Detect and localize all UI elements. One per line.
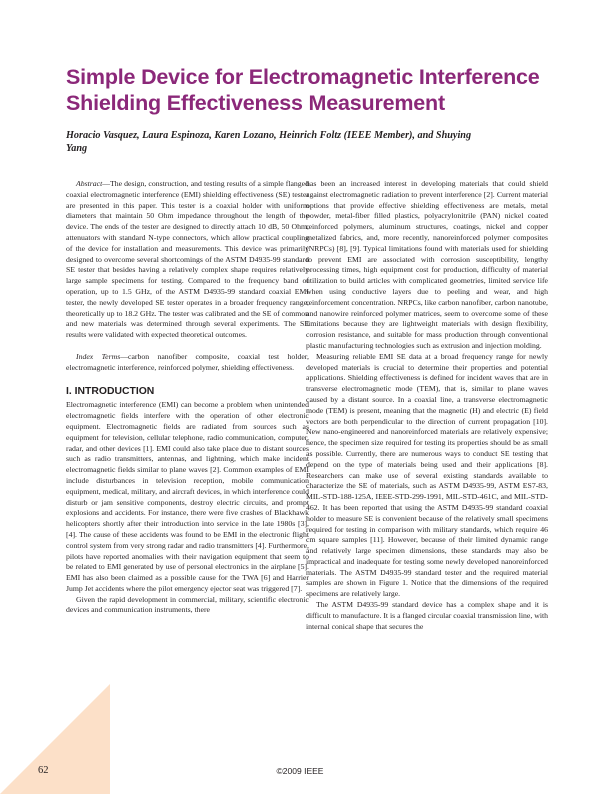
abstract-text: —The design, construction, and testing results of a simple flanged coaxial electromagnetic interference (EMI) shielding effectiveness (SE) tester are presented in this paper. This tester is a coaxial holder with uniform diameters that maintain 50 Ohm impedance throughout the length of the device. The ends of the tester are designed to directly attach 10 dB, 50 Ohm, attenuators with standard N-type connectors, which allow practical coupling of the device for installation and measurements. This device was primarily designed to overcome several shortcomings of the ASTM D4935-99 standard SE tester that besides having a relatively complex shape requires relatively large sample specimens for testing. Compared to the frequency band of operation, up to 1.5 GHz, of the ASTM D4935-99 standard coaxial EMI tester, the newly developed SE tester operates in a broader frequency range, theoretically up to 18.2 GHz. The tester was calibrated and the SE of common and new materials was determined through several experiments. The SE results were validated with expected theoretical outcomes. [66,179,309,340]
body-paragraph: has been an increased interest in developing materials that could shield against electromagnetic radiation to prevent interference [2]. Current material options that provide effective shielding effectiveness are metals, metal powder, metal-fiber filled plastics, polyacrylonitrile (PAN) nickel coated reinforced polymers, aluminum structures, coatings, nickel and copper metalized fabrics, and, more recently, nanoreinforced polymer composites (NRPCs) [8], [9]. Typical limitations found with materials used for shielding to prevent EMI are associated with corrosion susceptibility, lengthy processing times, high equipment cost for production, difficulty of material utilization to build articles with complicated geometries, limited service life when using conductive layers due to peeling and wear, and high reinforcement concentration. NRPCs, like carbon nanofiber, carbon nanotube, and nanowire reinforced polymer matrices, seem to overcome some of these limitations because they are lightweight materials with design flexibility, corrosion resistance, and suitable for mass production through conventional plastic manufacturing technologies such as extrusion and injection molding. [306,179,548,350]
intro-paragraph: Given the rapid development in commercial, military, scientific electronic devices and communication instruments, there [66,594,309,615]
right-column [306,179,548,632]
page-number: 62 [38,765,49,776]
author-list: Horacio Vasquez, Laura Espinoza, Karen Lozano, Heinrich Foltz (IEEE Member), and Shuying Yang [66,130,472,154]
index-terms-label: Index Terms [76,351,121,361]
abstract-label: Abstract [76,179,103,188]
left-column [66,179,309,616]
abstract-paragraph [66,179,309,341]
intro-paragraph: Electromagnetic interference (EMI) can become a problem when unintended electromagnetic fields interfere with the operation of other electronic equipment. Electromagnetic fields are radiated from sources such as equipment for television, cellular telephone, radio communication, computer, radar, and other devices [1]. EMI could also take place due to distant sources such as radio transmitters, antennas, and lightning, which make incident electromagnetic fields similar to plane waves [2]. Common examples of EMI include disturbances in television reception, mobile communication equipment, medical, military, and aircraft devices, in which interference could disturb or jam sensitive components, destroy electric circuits, and prompt explosions and accidents. For instance, there were five crashes of Blackhawk helicopters shortly after their introduction into service in the late 1980s [3], [4]. The cause of these accidents was found to be EMI in the electronic flight control system from very strong radar and radio transmitters [4]. Furthermore, pilots have reported anomalies with their navigation equipment that seem to be related to EMI generated by use of personal electronics in the airplane [5]. EMI has also been claimed as a possible cause for the TWA [6] and Harrier Jump Jet accidents where the pilot emergency ejector seat was triggered [7]. [66,400,309,593]
body-paragraph: The ASTM D4935-99 standard device has a complex shape and it is difficult to manufacture. It is a flanged circular coaxial transmission line, with internal conical shape that secures the [306,600,548,631]
section-heading-introduction: I. INTRODUCTION [66,386,155,398]
paper-title: Simple Device for Electromagnetic Interference Shielding Effectiveness Measurement [66,65,540,115]
copyright-notice: ©2009 IEEE [276,766,324,776]
index-terms-paragraph [66,352,309,374]
body-paragraph: Measuring reliable EMI SE data at a broad frequency range for newly developed materials is crucial to determine their properties and potential applications. Shielding effectiveness is defined for incident waves that are in transverse electromagnetic mode (TEM), that is, similar to plane waves caused by a distant source. In a coaxial line, a transverse electromagnetic mode (TEM) is present, meaning that the magnetic (H) and electric (E) field vectors are both perpendicular to the direction of current propagation [10]. New nano-engineered and nanoreinforced materials are relatively expensive; hence, the specimen size required for testing its properties should be as small as possible. Currently, there are numerous ways to conduct SE testing that depend on the type of materials being used and their applications [8]. Researchers can make use of several existing standards available to characterize the SE of materials, such as ASTM D4935-99, ASTM ES7-83, MIL-STD-188-125A, IEEE-STD-299-1991, MIL-STD-461C, and MIL-STD-462. It has been reported that using the ASTM D4935-99 standard coaxial holder to measure SE is convenient because of the relatively small specimens required for testing in comparison with military standards, which require 46 cm square samples [11]. However, because of their limited dynamic range and relatively large specimen dimensions, these standards may also be impractical and inadequate for testing some newly developed nanoreinforced materials. The ASTM D4935-99 standard tester and the required material samples are shown in Figure 1. Notice that the dimensions of the required specimens are relatively large. [306,351,548,599]
corner-decoration [0,684,110,794]
index-terms-text: —carbon nanofiber composite, coaxial test holder, electromagnetic interference, reinforced polymer, shielding effectiveness. [66,351,309,372]
